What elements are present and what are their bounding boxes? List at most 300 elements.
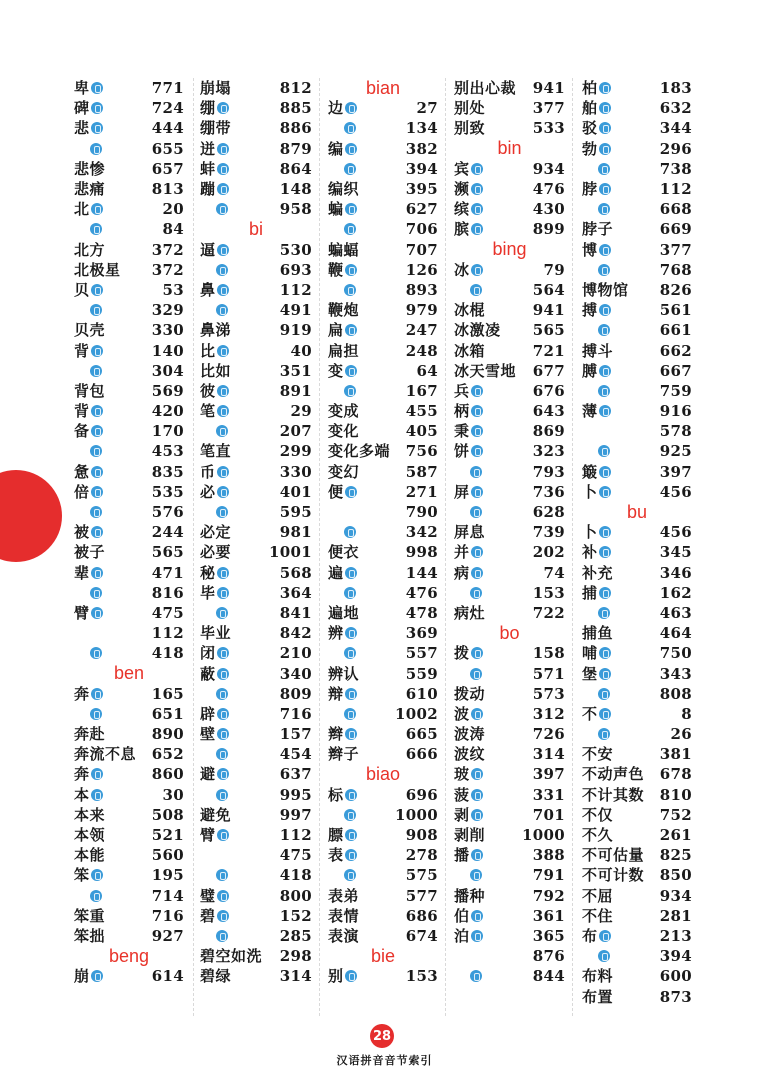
entry-page-number: 475 xyxy=(151,603,184,622)
entry-page-number: 997 xyxy=(279,805,312,824)
index-entry xyxy=(200,623,312,643)
index-entry xyxy=(200,320,312,340)
entry-page-number: 40 xyxy=(290,341,312,360)
entry-word xyxy=(200,98,280,118)
entry-word-text: 捕鱼 xyxy=(582,624,614,643)
entry-page-number: 112 xyxy=(659,180,692,199)
entry-word xyxy=(74,704,152,724)
audio-badge-icon xyxy=(598,203,610,215)
audio-badge-icon xyxy=(599,143,611,155)
index-entry xyxy=(582,966,692,986)
audio-badge-icon xyxy=(217,385,229,397)
index-entry xyxy=(328,159,438,179)
audio-badge-icon xyxy=(217,567,229,579)
entry-word xyxy=(454,825,522,845)
audio-badge-icon xyxy=(90,445,102,457)
entry-word xyxy=(582,462,660,482)
audio-badge-icon xyxy=(599,526,611,538)
entry-word xyxy=(454,462,533,482)
audio-badge-icon xyxy=(470,869,482,881)
entry-page-number: 53 xyxy=(162,280,184,299)
index-entry xyxy=(200,462,312,482)
entry-page-number: 304 xyxy=(151,361,184,380)
index-entry xyxy=(454,542,565,562)
entry-word-text: 不久 xyxy=(582,826,614,845)
entry-word xyxy=(454,966,533,986)
entry-word-text: 鼻 xyxy=(200,280,216,299)
entry-page-number: 296 xyxy=(659,139,692,158)
entry-page-number: 144 xyxy=(405,563,438,582)
audio-badge-icon xyxy=(599,930,611,942)
entry-word-text: 冰棍 xyxy=(454,301,486,320)
entry-word-text: 笨 xyxy=(74,866,90,885)
entry-page-number: 455 xyxy=(405,402,438,421)
entry-word xyxy=(328,401,406,421)
entry-word-text: 冰 xyxy=(454,260,470,279)
entry-word xyxy=(454,118,533,138)
index-entry xyxy=(582,542,692,562)
entry-word xyxy=(582,441,660,461)
audio-badge-icon xyxy=(598,950,610,962)
entry-page-number: 842 xyxy=(279,624,312,643)
entry-word xyxy=(328,199,406,219)
entry-word xyxy=(200,260,280,280)
audio-badge-icon xyxy=(599,405,611,417)
index-entry xyxy=(200,643,312,663)
entry-word xyxy=(200,926,280,946)
entry-word xyxy=(200,78,280,98)
index-entry xyxy=(328,522,438,542)
entry-page-number: 343 xyxy=(659,664,692,683)
entry-word-text: 变化多端 xyxy=(328,442,391,461)
entry-word xyxy=(74,159,152,179)
index-entry xyxy=(582,805,692,825)
index-entry xyxy=(582,139,692,159)
entry-word xyxy=(200,280,280,300)
index-entry xyxy=(454,280,565,300)
index-entry xyxy=(200,179,312,199)
entry-word xyxy=(74,280,163,300)
audio-badge-icon xyxy=(471,405,483,417)
audio-badge-icon xyxy=(598,728,610,740)
entry-word-text: 剥削 xyxy=(454,826,486,845)
entry-page-number: 614 xyxy=(151,967,184,986)
entry-page-number: 575 xyxy=(405,866,438,885)
entry-word-text: 北极星 xyxy=(74,260,121,279)
entry-page-number: 314 xyxy=(279,967,312,986)
entry-page-number: 809 xyxy=(279,684,312,703)
entry-word xyxy=(328,805,395,825)
index-entry xyxy=(582,98,692,118)
index-entry xyxy=(328,199,438,219)
entry-word-text: 蹦 xyxy=(200,180,216,199)
entry-page-number: 919 xyxy=(279,321,312,340)
index-entry xyxy=(582,845,692,865)
index-entry xyxy=(328,886,438,906)
entry-page-number: 372 xyxy=(151,260,184,279)
entry-word-text: 波纹 xyxy=(454,745,486,764)
index-entry xyxy=(74,219,184,239)
index-entry xyxy=(328,785,438,805)
index-entry xyxy=(74,300,184,320)
column-divider xyxy=(193,78,194,1016)
entry-word xyxy=(582,966,660,986)
entry-page-number: 816 xyxy=(151,583,184,602)
entry-page-number: 934 xyxy=(659,886,692,905)
audio-badge-icon xyxy=(345,324,357,336)
entry-word xyxy=(200,886,280,906)
audio-badge-icon xyxy=(91,425,103,437)
index-entry xyxy=(582,583,692,603)
index-entry xyxy=(454,78,565,98)
entry-page-number: 346 xyxy=(659,563,692,582)
entry-page-number: 860 xyxy=(151,765,184,784)
entry-word-text: 便 xyxy=(328,482,344,501)
entry-page-number: 826 xyxy=(659,280,692,299)
entry-page-number: 134 xyxy=(405,119,438,138)
entry-word xyxy=(200,946,280,966)
entry-word-text: 臂 xyxy=(74,603,90,622)
entry-word-text: 播 xyxy=(454,846,470,865)
index-entry xyxy=(328,401,438,421)
index-entry xyxy=(582,704,692,724)
entry-page-number: 381 xyxy=(659,745,692,764)
audio-badge-icon xyxy=(216,425,228,437)
audio-badge-icon xyxy=(471,183,483,195)
audio-badge-icon xyxy=(471,768,483,780)
audio-badge-icon xyxy=(345,849,357,861)
audio-badge-icon xyxy=(471,910,483,922)
entry-page-number: 678 xyxy=(659,765,692,784)
entry-word xyxy=(328,684,406,704)
entry-page-number: 491 xyxy=(279,301,312,320)
index-entry xyxy=(454,785,565,805)
entry-word xyxy=(74,643,152,663)
index-entry xyxy=(454,825,565,845)
entry-word-text: 卜 xyxy=(582,523,598,542)
audio-badge-icon xyxy=(599,668,611,680)
entry-word-text: 北方 xyxy=(74,240,106,259)
entry-word-text: 避 xyxy=(200,765,216,784)
entry-word xyxy=(328,865,406,885)
entry-word-text: 标 xyxy=(328,785,344,804)
entry-word xyxy=(200,744,280,764)
entry-word xyxy=(454,199,533,219)
entry-word xyxy=(328,825,406,845)
index-entry xyxy=(328,421,438,441)
audio-badge-icon xyxy=(91,607,103,619)
audio-badge-icon xyxy=(91,405,103,417)
entry-page-number: 958 xyxy=(279,200,312,219)
audio-badge-icon xyxy=(344,163,356,175)
index-entry xyxy=(454,199,565,219)
entry-word-text: 博物馆 xyxy=(582,280,629,299)
index-entry xyxy=(454,744,565,764)
entry-page-number: 533 xyxy=(532,119,565,138)
entry-page-number: 153 xyxy=(532,583,565,602)
entry-page-number: 369 xyxy=(405,624,438,643)
audio-badge-icon xyxy=(91,486,103,498)
audio-badge-icon xyxy=(345,567,357,579)
entry-word xyxy=(328,341,406,361)
entry-word xyxy=(74,179,152,199)
audio-badge-icon xyxy=(599,183,611,195)
entry-word xyxy=(454,603,533,623)
index-entry xyxy=(454,805,565,825)
entry-word-text: 饼 xyxy=(454,442,470,461)
index-entry xyxy=(582,381,692,401)
entry-page-number: 637 xyxy=(279,765,312,784)
entry-word xyxy=(328,623,406,643)
entry-word-text: 冰激凌 xyxy=(454,321,501,340)
entry-word-text: 碧空如洗 xyxy=(200,947,263,966)
entry-word-text: 背 xyxy=(74,402,90,421)
entry-word xyxy=(74,926,152,946)
entry-page-number: 377 xyxy=(532,99,565,118)
index-entry xyxy=(328,462,438,482)
entry-word xyxy=(328,603,406,623)
entry-word-text: 变幻 xyxy=(328,462,360,481)
index-entry xyxy=(200,724,312,744)
audio-badge-icon xyxy=(91,82,103,94)
entry-word xyxy=(74,219,163,239)
index-entry xyxy=(454,421,565,441)
index-entry xyxy=(328,98,438,118)
index-entry xyxy=(328,381,438,401)
entry-word-text: 被子 xyxy=(74,543,106,562)
entry-word xyxy=(328,744,406,764)
entry-word-text: 舶 xyxy=(582,99,598,118)
entry-page-number: 79 xyxy=(543,260,565,279)
audio-badge-icon xyxy=(217,587,229,599)
entry-word xyxy=(200,623,280,643)
entry-word xyxy=(74,785,163,805)
entry-page-number: 573 xyxy=(532,684,565,703)
index-entry xyxy=(582,421,692,441)
index-entry xyxy=(328,684,438,704)
entry-word xyxy=(328,381,406,401)
entry-page-number: 397 xyxy=(659,462,692,481)
audio-badge-icon xyxy=(345,789,357,801)
entry-word xyxy=(200,381,280,401)
entry-page-number: 342 xyxy=(405,523,438,542)
index-entry xyxy=(74,320,184,340)
entry-word-text: 毕业 xyxy=(200,624,232,643)
entry-page-number: 850 xyxy=(659,866,692,885)
entry-page-number: 893 xyxy=(405,280,438,299)
entry-page-number: 771 xyxy=(151,79,184,98)
entry-word xyxy=(454,522,533,542)
entry-page-number: 864 xyxy=(279,159,312,178)
entry-word xyxy=(454,482,533,502)
entry-word xyxy=(74,542,152,562)
entry-word xyxy=(582,482,660,502)
index-entry xyxy=(200,926,312,946)
audio-badge-icon xyxy=(345,102,357,114)
entry-page-number: 657 xyxy=(151,159,184,178)
entry-word-text: 便衣 xyxy=(328,543,360,562)
entry-page-number: 706 xyxy=(405,220,438,239)
audio-badge-icon xyxy=(217,768,229,780)
entry-word-text: 屏息 xyxy=(454,523,486,542)
entry-word xyxy=(582,845,660,865)
entry-word-text: 背包 xyxy=(74,381,106,400)
entry-page-number: 750 xyxy=(659,644,692,663)
entry-word xyxy=(200,118,280,138)
entry-word xyxy=(328,320,406,340)
index-entry xyxy=(582,340,692,360)
audio-badge-icon xyxy=(91,789,103,801)
entry-page-number: 157 xyxy=(279,725,312,744)
audio-badge-icon xyxy=(91,768,103,780)
audio-badge-icon xyxy=(217,163,229,175)
entry-page-number: 388 xyxy=(532,846,565,865)
entry-word xyxy=(328,482,406,502)
entry-word xyxy=(328,704,395,724)
entry-word-text: 缤 xyxy=(454,200,470,219)
entry-word-text: 绷带 xyxy=(200,119,232,138)
index-entry xyxy=(454,260,565,280)
entry-page-number: 676 xyxy=(532,381,565,400)
column-divider xyxy=(445,78,446,1016)
entry-word xyxy=(328,724,406,744)
entry-word xyxy=(454,98,533,118)
entry-word xyxy=(200,865,280,885)
entry-word xyxy=(328,98,417,118)
index-entry xyxy=(582,118,692,138)
entry-page-number: 925 xyxy=(659,442,692,461)
index-entry xyxy=(200,764,312,784)
index-entry xyxy=(582,886,692,906)
entry-word-text: 崩 xyxy=(74,967,90,986)
index-entry xyxy=(200,502,312,522)
audio-badge-icon xyxy=(344,385,356,397)
entry-word xyxy=(328,886,406,906)
entry-word-text: 博 xyxy=(582,240,598,259)
entry-word xyxy=(200,563,280,583)
audio-badge-icon xyxy=(470,668,482,680)
entry-word-text: 辫 xyxy=(328,725,344,744)
entry-word-text: 蚌 xyxy=(200,159,216,178)
entry-page-number: 475 xyxy=(279,846,312,865)
index-entry xyxy=(582,361,692,381)
entry-page-number: 405 xyxy=(405,422,438,441)
audio-badge-icon xyxy=(217,890,229,902)
entry-page-number: 790 xyxy=(405,503,438,522)
entry-word-text: 扁 xyxy=(328,321,344,340)
audio-badge-icon xyxy=(471,223,483,235)
entry-word-text: 不 xyxy=(582,704,598,723)
index-entry xyxy=(328,805,438,825)
entry-word-text: 本能 xyxy=(74,846,106,865)
audio-badge-icon xyxy=(471,425,483,437)
entry-page-number: 361 xyxy=(532,906,565,925)
entry-word xyxy=(74,361,152,381)
entry-page-number: 364 xyxy=(279,583,312,602)
index-entry xyxy=(582,179,692,199)
index-entry xyxy=(454,320,565,340)
index-entry xyxy=(454,704,565,724)
index-entry xyxy=(74,260,184,280)
index-entry xyxy=(200,260,312,280)
audio-badge-icon xyxy=(599,466,611,478)
entry-word xyxy=(582,542,660,562)
entry-word-text: 崩塌 xyxy=(200,79,232,98)
index-entry xyxy=(582,159,692,179)
index-entry xyxy=(200,825,312,845)
entry-page-number: 560 xyxy=(151,846,184,865)
entry-page-number: 701 xyxy=(532,805,565,824)
entry-word-text: 剥 xyxy=(454,805,470,824)
index-entry xyxy=(328,845,438,865)
pinyin-section-header: bi xyxy=(248,218,263,239)
index-entry xyxy=(200,946,312,966)
index-entry xyxy=(328,361,438,381)
entry-word-text: 秘 xyxy=(200,563,216,582)
index-entry xyxy=(328,340,438,360)
index-entry xyxy=(582,926,692,946)
index-entry xyxy=(200,886,312,906)
audio-badge-icon xyxy=(91,466,103,478)
entry-page-number: 1000 xyxy=(395,805,438,824)
audio-badge-icon xyxy=(216,869,228,881)
index-entry xyxy=(200,98,312,118)
index-entry xyxy=(582,865,692,885)
entry-word-text: 贝 xyxy=(74,280,90,299)
entry-page-number: 329 xyxy=(151,301,184,320)
index-entry xyxy=(328,482,438,502)
entry-word-text: 惫 xyxy=(74,462,90,481)
entry-page-number: 183 xyxy=(659,79,692,98)
entry-page-number: 351 xyxy=(279,361,312,380)
index-entry xyxy=(582,623,692,643)
entry-word-text: 不住 xyxy=(582,906,614,925)
entry-word-text: 兵 xyxy=(454,381,470,400)
entry-page-number: 677 xyxy=(532,361,565,380)
entry-page-number: 674 xyxy=(405,926,438,945)
entry-page-number: 813 xyxy=(151,180,184,199)
entry-page-number: 879 xyxy=(279,139,312,158)
audio-badge-icon xyxy=(91,122,103,134)
audio-badge-icon xyxy=(344,809,356,821)
entry-page-number: 800 xyxy=(279,886,312,905)
entry-word xyxy=(582,240,660,260)
audio-badge-icon xyxy=(216,789,228,801)
entry-word xyxy=(74,78,152,98)
entry-page-number: 377 xyxy=(659,240,692,259)
entry-page-number: 418 xyxy=(279,866,312,885)
entry-word-text: 蔽 xyxy=(200,664,216,683)
audio-badge-icon xyxy=(91,688,103,700)
entry-page-number: 395 xyxy=(405,180,438,199)
entry-word xyxy=(454,78,533,98)
entry-page-number: 30 xyxy=(162,785,184,804)
entry-page-number: 791 xyxy=(532,866,565,885)
entry-word xyxy=(582,563,660,583)
audio-badge-icon xyxy=(345,365,357,377)
audio-badge-icon xyxy=(217,668,229,680)
entry-word xyxy=(328,966,406,986)
index-entry xyxy=(328,240,438,260)
entry-word xyxy=(328,643,406,663)
entry-word xyxy=(200,643,280,663)
entry-page-number: 885 xyxy=(279,99,312,118)
entry-page-number: 418 xyxy=(151,644,184,663)
index-entry xyxy=(200,744,312,764)
index-entry xyxy=(200,603,312,623)
entry-page-number: 661 xyxy=(659,321,692,340)
audio-badge-icon xyxy=(217,910,229,922)
